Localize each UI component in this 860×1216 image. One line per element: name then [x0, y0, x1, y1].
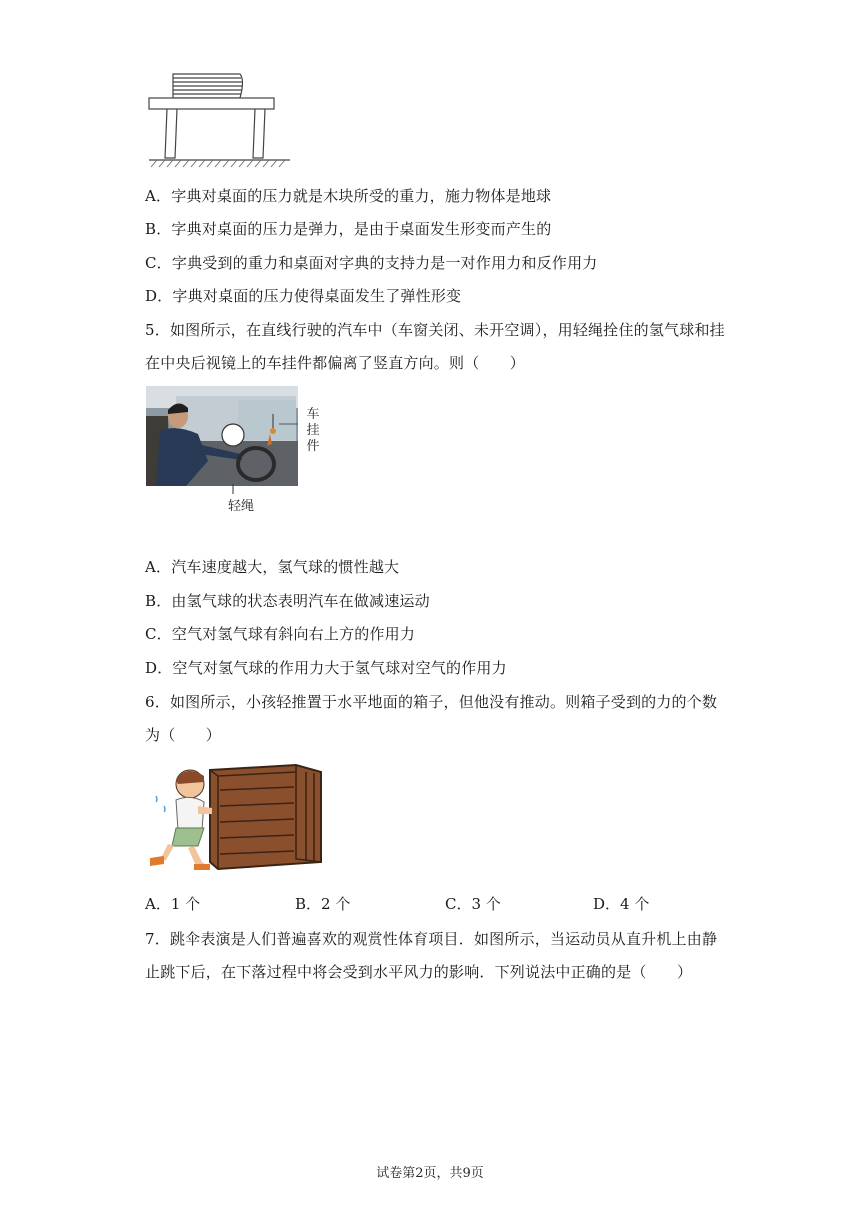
ornament-label-3: 件	[306, 439, 320, 454]
q6-option-c: C．3 个	[445, 895, 501, 913]
q4-option-b: B．字典对桌面的压力是弹力，是由于桌面发生形变而产生的	[145, 220, 552, 238]
car-balloon-photo	[146, 386, 298, 486]
q6-options-row	[145, 893, 705, 913]
q6-option-b: B．2 个	[295, 895, 351, 913]
q5-option-c: C．空气对氢气球有斜向右上方的作用力	[145, 625, 416, 643]
q4-option-a: A．字典对桌面的压力就是木块所受的重力，施力物体是地球	[145, 187, 552, 205]
rope-label: 轻绳	[228, 499, 255, 514]
ornament-label-1: 车	[306, 407, 320, 422]
q6-option-d: D．4 个	[593, 895, 650, 913]
q6-option-a: A．1 个	[145, 895, 201, 913]
q7-stem-line1: 7．跳伞表演是人们普遍喜欢的观赏性体育项目．如图所示，当运动员从直升机上由静	[145, 930, 718, 948]
dictionary-table-figure	[145, 70, 295, 170]
q5-stem-line1: 5．如图所示，在直线行驶的汽车中（车窗关闭、未开空调），用轻绳拴住的氢气球和挂	[145, 321, 725, 339]
q4-option-d: D．字典对桌面的压力使得桌面发生了弹性形变	[145, 287, 462, 305]
q5-option-d: D．空气对氢气球的作用力大于氢气球对空气的作用力	[145, 659, 507, 677]
q5-option-a: A．汽车速度越大，氢气球的惯性越大	[145, 558, 400, 576]
ornament-label	[306, 407, 320, 455]
rope-pointer	[230, 484, 240, 494]
q5-option-b: B．由氢气球的状态表明汽车在做减速运动	[145, 592, 430, 610]
q6-stem-line2: 为（ ）	[145, 726, 222, 744]
q5-stem-line2: 在中央后视镜上的车挂件都偏离了竖直方向。则（ ）	[145, 354, 526, 372]
page-footer: 试卷第2页，共9页	[376, 1166, 484, 1181]
q4-option-c: C．字典受到的重力和桌面对字典的支持力是一对作用力和反作用力	[145, 254, 598, 272]
q6-stem-line1: 6．如图所示，小孩轻推置于水平地面的箱子，但他没有推动。则箱子受到的力的个数	[145, 693, 718, 711]
child-pushing-box-figure	[146, 762, 326, 874]
ornament-label-2: 挂	[306, 423, 320, 438]
q7-stem-line2: 止跳下后，在下落过程中将会受到水平风力的影响．下列说法中正确的是（ ）	[145, 963, 693, 981]
